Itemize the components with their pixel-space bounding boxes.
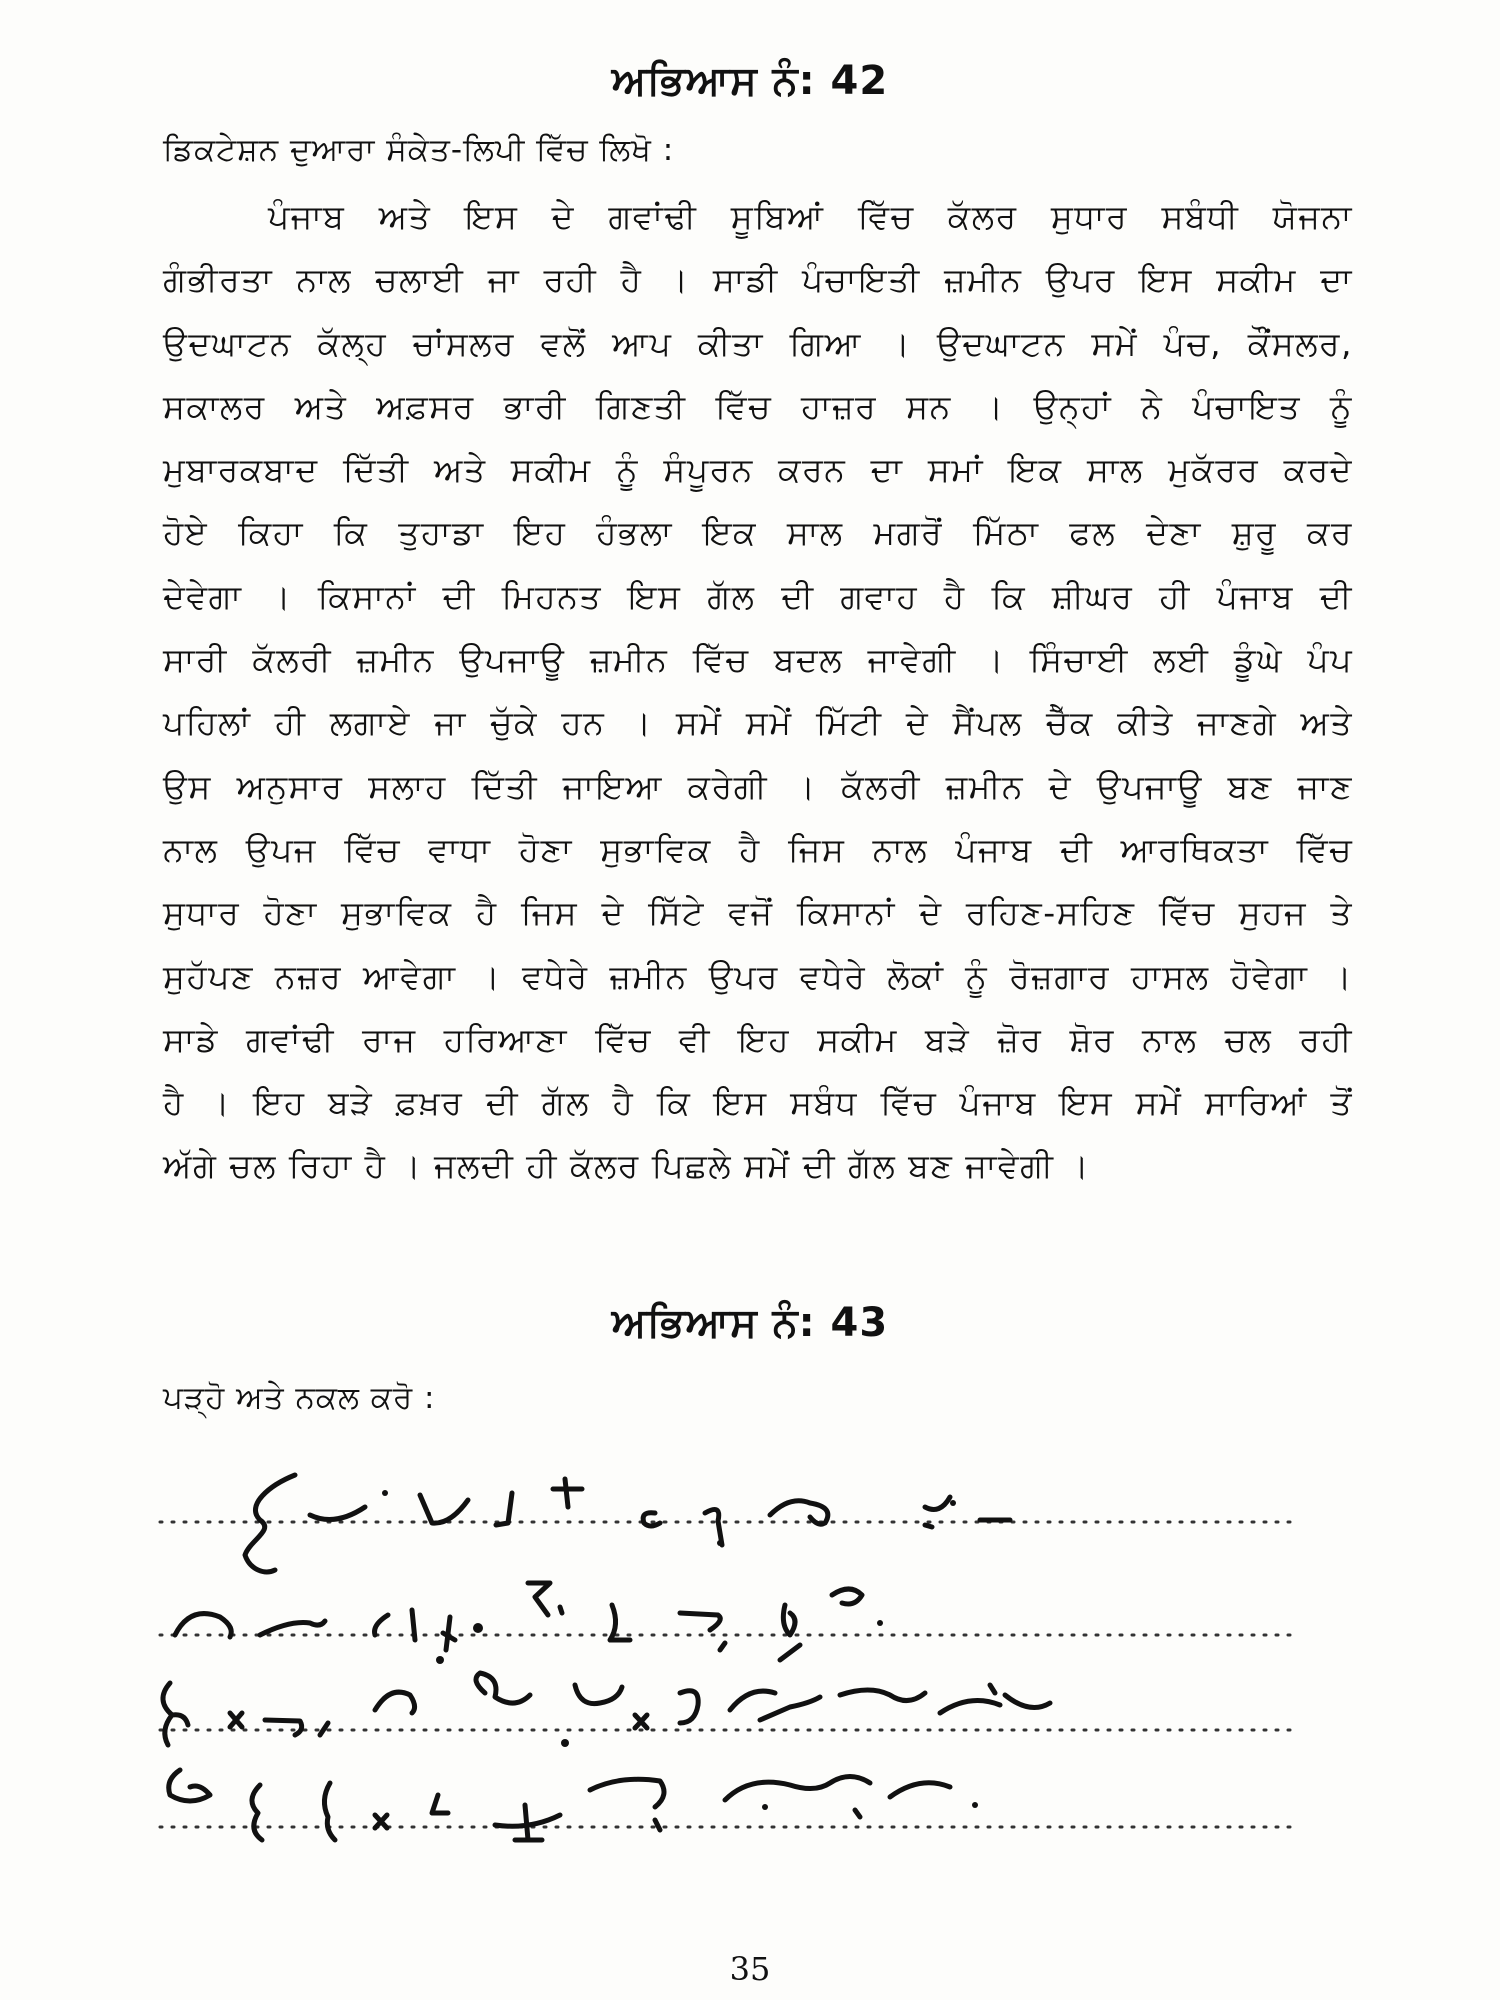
paragraph-line: ਹੋਏ ਕਿਹਾ ਕਿ ਤੁਹਾਡਾ ਇਹ ਹੰਭਲਾ ਇਕ ਸਾਲ ਮਗਰੋਂ ਮਿੱਠਾ ਫਲ ਦੇਣਾ ਸ਼ੁਰੂ ਕਰ [163, 513, 1353, 553]
paragraph-line: ਉਦਘਾਟਨ ਕੱਲ੍ਹ ਚਾਂਸਲਰ ਵਲੋਂ ਆਪ ਕੀਤਾ ਗਿਆ । ਉਦਘਾਟਨ ਸਮੇਂ ਪੰਚ, ਕੌਂਸਲਰ, [163, 323, 1353, 363]
paragraph-line: ਦੇਵੇਗਾ । ਕਿਸਾਨਾਂ ਦੀ ਮਿਹਨਤ ਇਸ ਗੱਲ ਦੀ ਗਵਾਹ ਹੈ ਕਿ ਸ਼ੀਘਰ ਹੀ ਪੰਜਾਬ ਦੀ [163, 576, 1353, 616]
paragraph-line: ਹੈ । ਇਹ ਬੜੇ ਫ਼ਖ਼ਰ ਦੀ ਗੱਲ ਹੈ ਕਿ ਇਸ ਸਬੰਧ ਵਿੱਚ ਪੰਜਾਬ ਇਸ ਸਮੇਂ ਸਾਰਿਆਂ ਤੋਂ [163, 1083, 1353, 1123]
paragraph-line: ਪਹਿਲਾਂ ਹੀ ਲਗਾਏ ਜਾ ਚੁੱਕੇ ਹਨ । ਸਮੇਂ ਸਮੇਂ ਮਿੱਟੀ ਦੇ ਸੈਂਪਲ ਚੈੱਕ ਕੀਤੇ ਜਾਣਗੇ ਅਤੇ [163, 703, 1353, 743]
paragraph-line: ਮੁਬਾਰਕਬਾਦ ਦਿੱਤੀ ਅਤੇ ਸਕੀਮ ਨੂੰ ਸੰਪੂਰਨ ਕਰਨ ਦਾ ਸਮਾਂ ਇਕ ਸਾਲ ਮੁਕੱਰਰ ਕਰਦੇ [163, 450, 1353, 490]
paragraph-line: ਸਾਡੇ ਗਵਾਂਢੀ ਰਾਜ ਹਰਿਆਣਾ ਵਿੱਚ ਵੀ ਇਹ ਸਕੀਮ ਬੜੇ ਜ਼ੋਰ ਸ਼ੋਰ ਨਾਲ ਚਲ ਰਹੀ [163, 1019, 1353, 1059]
shorthand-strokes [150, 1445, 1350, 1875]
paragraph-line: ਸੁਧਾਰ ਹੋਣਾ ਸੁਭਾਵਿਕ ਹੈ ਜਿਸ ਦੇ ਸਿੱਟੇ ਵਜੋਂ ਕਿਸਾਨਾਂ ਦੇ ਰਹਿਣ-ਸਹਿਣ ਵਿੱਚ ਸੁਹਜ ਤੇ [163, 893, 1353, 933]
exercise-42-instruction: ਡਿਕਟੇਸ਼ਨ ਦੁਆਰਾ ਸੰਕੇਤ-ਲਿਪੀ ਵਿੱਚ ਲਿਖੋ : [163, 132, 675, 168]
page-number: 35 [729, 1950, 771, 1988]
paragraph-line: ਸਕਾਲਰ ਅਤੇ ਅਫ਼ਸਰ ਭਾਰੀ ਗਿਣਤੀ ਵਿੱਚ ਹਾਜ਼ਰ ਸਨ । ਉਨ੍ਹਾਂ ਨੇ ਪੰਚਾਇਤ ਨੂੰ [163, 386, 1353, 426]
exercise-42-title: ਅਭਿਆਸ ਨੰ: 42 [611, 58, 889, 104]
exercise-43-instruction: ਪੜ੍ਹੋ ਅਤੇ ਨਕਲ ਕਰੋ : [163, 1380, 436, 1416]
paragraph-line: ਪੰਜਾਬ ਅਤੇ ਇਸ ਦੇ ਗਵਾਂਢੀ ਸੂਬਿਆਂ ਵਿੱਚ ਕੱਲਰ ਸੁਧਾਰ ਸਬੰਧੀ ਯੋਜਨਾ [268, 197, 1353, 236]
shorthand-dots [382, 1490, 978, 1810]
paragraph-line: ਨਾਲ ਉਪਜ ਵਿੱਚ ਵਾਧਾ ਹੋਣਾ ਸੁਭਾਵਿਕ ਹੈ ਜਿਸ ਨਾਲ ਪੰਜਾਬ ਦੀ ਆਰਥਿਕਤਾ ਵਿੱਚ [163, 829, 1353, 869]
shorthand-outlines [163, 1475, 1050, 1840]
paragraph-line: ਉਸ ਅਨੁਸਾਰ ਸਲਾਹ ਦਿੱਤੀ ਜਾਇਆ ਕਰੇਗੀ । ਕੱਲਰੀ ਜ਼ਮੀਨ ਦੇ ਉਪਜਾਊ ਬਣ ਜਾਣ [163, 766, 1353, 806]
paragraph-line: ਸਾਰੀ ਕੱਲਰੀ ਜ਼ਮੀਨ ਉਪਜਾਊ ਜ਼ਮੀਨ ਵਿੱਚ ਬਦਲ ਜਾਵੇਗੀ । ਸਿੰਚਾਈ ਲਈ ਡੂੰਘੇ ਪੰਪ [163, 640, 1353, 680]
paragraph-line: ਗੰਭੀਰਤਾ ਨਾਲ ਚਲਾਈ ਜਾ ਰਹੀ ਹੈ । ਸਾਡੀ ਪੰਚਾਇਤੀ ਜ਼ਮੀਨ ਉਪਰ ਇਸ ਸਕੀਮ ਦਾ [163, 260, 1353, 300]
dictation-paragraph [163, 185, 1353, 1198]
paragraph-line: ਸੁਹੱਪਣ ਨਜ਼ਰ ਆਵੇਗਾ । ਵਧੇਰੇ ਜ਼ਮੀਨ ਉਪਰ ਵਧੇਰੇ ਲੋਕਾਂ ਨੂੰ ਰੋਜ਼ਗਾਰ ਹਾਸਲ ਹੋਵੇਗਾ । [163, 956, 1353, 996]
paragraph-line: ਅੱਗੇ ਚਲ ਰਿਹਾ ਹੈ । ਜਲਦੀ ਹੀ ਕੱਲਰ ਪਿਛਲੇ ਸਮੇਂ ਦੀ ਗੱਲ ਬਣ ਜਾਵੇਗੀ । [163, 1146, 1091, 1186]
exercise-43-title: ਅਭਿਆਸ ਨੰ: 43 [611, 1300, 889, 1346]
